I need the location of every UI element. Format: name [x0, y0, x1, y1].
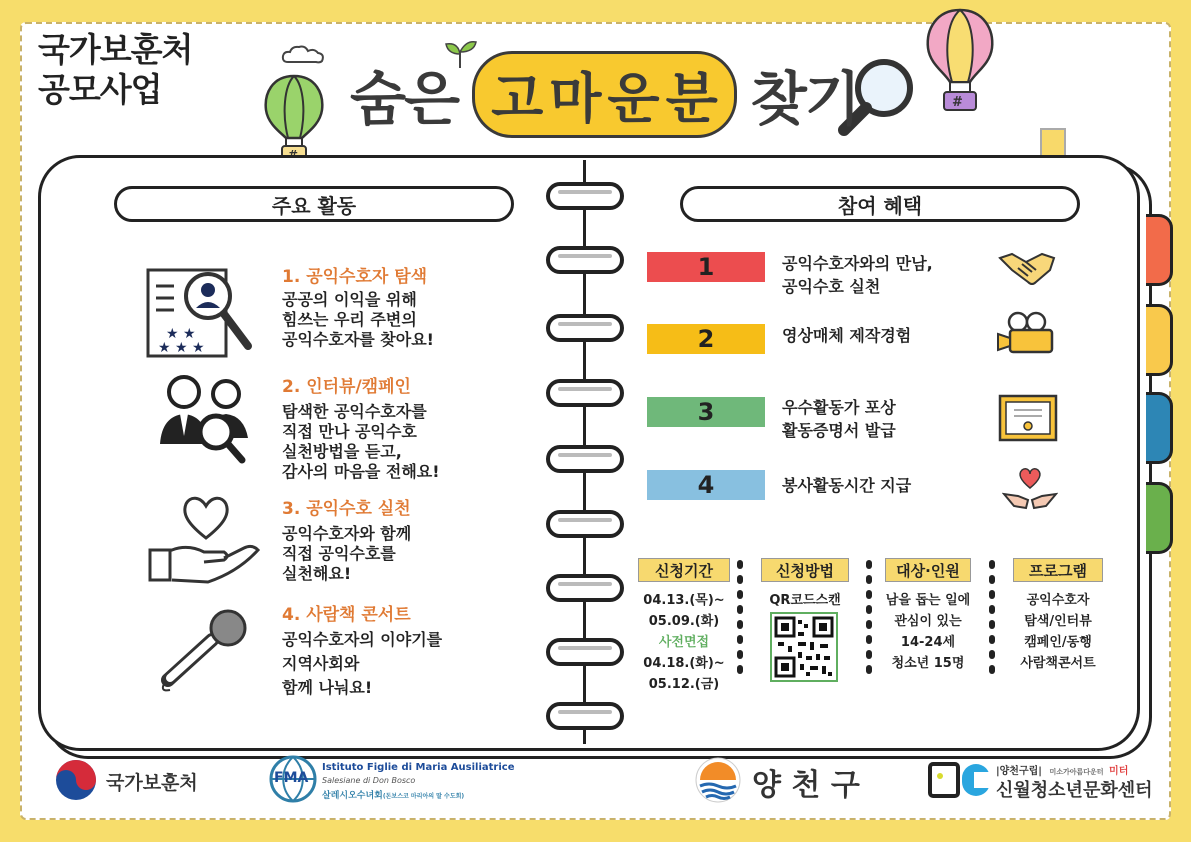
info-program [1002, 590, 1114, 674]
benefit-number-bar: 4 [647, 470, 765, 500]
title-char: 운 [607, 66, 660, 130]
benefit-text: 영상매체 제작경험 [782, 326, 912, 345]
info-target [874, 590, 982, 674]
yangcheon-label: 양 천 구 [752, 768, 860, 803]
center-brand: 미터 [1109, 766, 1129, 777]
org-title [38, 30, 192, 110]
center-logo-icon [928, 760, 992, 800]
activity-title: 1. 공익수호자 탐색 [282, 267, 428, 287]
fma-logo-text: FMA [274, 770, 309, 786]
heart-hands-icon [1002, 466, 1058, 512]
binder-ring [546, 638, 624, 666]
benefit-text: 공익수호자와의 만남, 공익수호 실천 [782, 254, 933, 296]
benefit-number-bar: 2 [647, 324, 765, 354]
benefit-number-bar: 1 [647, 252, 765, 282]
center-district: |양천구립| [996, 766, 1042, 777]
divider-dots [866, 560, 872, 680]
notebook-tab-red [1146, 214, 1173, 286]
svg-text:★ ★ ★: ★ ★ ★ [158, 340, 205, 356]
fma-korean-sub: (돈보스코 마리아의 딸 수도회) [382, 793, 465, 800]
microphone-icon [158, 608, 254, 692]
activity-title: 2. 인터뷰/캠페인 [282, 377, 411, 397]
center-name: 신월청소년문화센터 [996, 780, 1153, 801]
qr-code-icon [770, 612, 838, 682]
notebook-tab-green [1146, 482, 1173, 554]
activity-title: 4. 사람책 콘서트 [282, 605, 411, 625]
org-line-2: 공모사업 [38, 70, 162, 109]
title-char: 마 [549, 66, 602, 130]
hot-air-balloon-icon [262, 74, 326, 166]
bookmark-tag [1040, 128, 1066, 158]
binder-ring [546, 182, 624, 210]
binder-ring [546, 314, 624, 342]
video-camera-icon [996, 310, 1056, 356]
svg-text:★ ★: ★ ★ [166, 326, 196, 342]
activity-title: 3. 공익수호 실천 [282, 499, 411, 519]
certificate-icon [998, 394, 1058, 444]
fma-name: Istituto Figlie di Maria Ausiliatrice [322, 762, 515, 773]
title-word-left: 숨은 [350, 65, 459, 133]
title-char: 분 [665, 66, 718, 130]
fma-korean [322, 788, 464, 801]
divider-dots [989, 560, 995, 680]
info-text: 04.18.(화)~ [643, 656, 725, 671]
handshake-icon [998, 248, 1056, 288]
mpva-logo-icon [54, 758, 98, 802]
fma-korean-name: 살레시오수녀회 [322, 791, 383, 801]
heart-hand-icon [148, 488, 264, 592]
benefit-text: 봉사활동시간 지급 [782, 476, 912, 495]
info-text: 탐색/인터뷰 [1024, 614, 1092, 629]
activities-heading: 주요 활동 [114, 186, 514, 222]
profile-search-icon [144, 266, 254, 360]
fma-subtitle: Salesiane di Don Bosco [322, 776, 416, 785]
info-label: 신청기간 [638, 558, 730, 582]
center-small-label [996, 762, 1128, 777]
info-text: 남을 돕는 일에 [885, 593, 971, 608]
info-text: 공익수호자 [1026, 593, 1090, 608]
mpva-label: 국가보훈처 [106, 772, 198, 794]
binder-ring [546, 379, 624, 407]
info-text: 05.09.(화) [648, 614, 720, 629]
activity-body: 공익수호자의 이야기를 지역사회와 함께 나눠요! [282, 630, 443, 697]
info-text: 캠페인/동행 [1024, 635, 1092, 650]
info-text: 관심이 있는 [894, 614, 962, 629]
binder-ring [546, 510, 624, 538]
activity-body: 탐색한 공익수호자를 직접 만나 공익수호 실천방법을 듣고, 감사의 마음을 전해요! [282, 402, 440, 481]
title-highlight-pill [472, 51, 737, 138]
binder-ring [546, 574, 624, 602]
center-slogan: 미소가아름다운터 [1049, 768, 1104, 776]
title-word-right: 찾기 [750, 65, 859, 133]
benefit-number-bar: 3 [647, 397, 765, 427]
notebook-tab-blue [1146, 392, 1173, 464]
people-search-icon [156, 370, 252, 466]
hot-air-balloon-icon [924, 8, 996, 114]
title-char: 고 [491, 66, 544, 130]
info-text: 14-24세 [900, 635, 956, 650]
info-text: 04.13.(목)~ [643, 593, 725, 608]
benefit-text: 우수활동가 포상 활동증명서 발급 [782, 398, 896, 440]
main-title [350, 54, 859, 134]
org-line-1: 국가보훈처 [38, 30, 193, 69]
activity-body: 공공의 이익을 위해 힘쓰는 우리 주변의 공익수호자를 찾아요! [282, 290, 434, 349]
cloud-icon [280, 44, 326, 66]
notebook-tab-yellow [1146, 304, 1173, 376]
info-label: 대상·인원 [885, 558, 971, 582]
info-label: 신청방법 [761, 558, 849, 582]
binder-ring [546, 702, 624, 730]
info-period [630, 590, 738, 695]
svg-text:#: # [952, 95, 963, 110]
binder-ring [546, 246, 624, 274]
binder-ring [546, 445, 624, 473]
yangcheon-logo-icon [694, 756, 742, 804]
divider-dots [737, 560, 743, 680]
info-text: 청소년 15명 [891, 656, 965, 671]
info-text: QR코드스캔 [769, 593, 841, 608]
activity-body: 공익수호자와 함께 직접 공익수호를 실천해요! [282, 524, 412, 583]
info-text: 05.12.(금) [648, 677, 720, 692]
info-text: 사람책콘서트 [1020, 656, 1096, 671]
benefits-heading: 참여 혜택 [680, 186, 1080, 222]
info-label: 프로그램 [1013, 558, 1103, 582]
info-text-highlight: 사전면접 [658, 635, 710, 650]
